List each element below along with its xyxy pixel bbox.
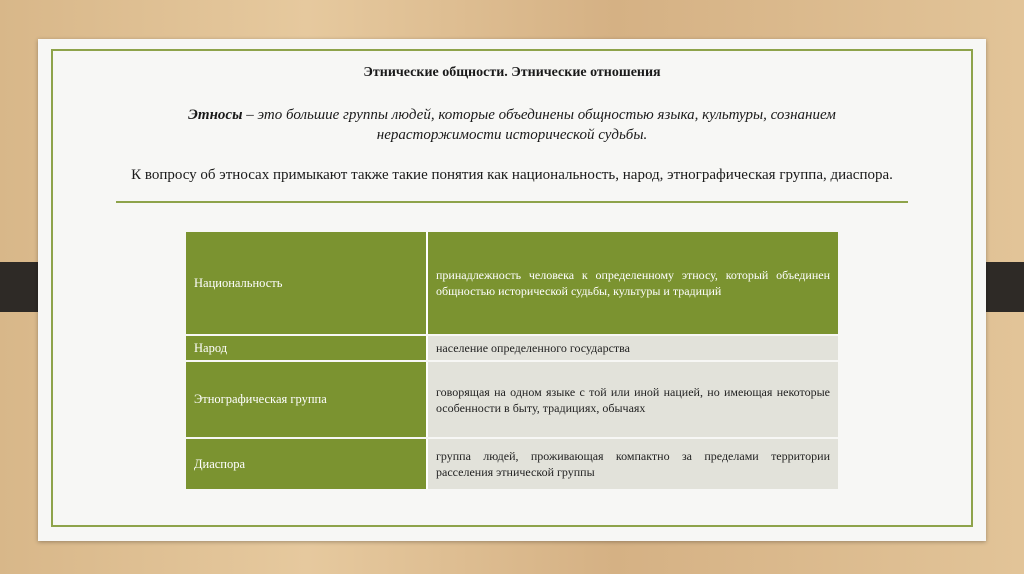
definition-cell: группа людей, проживающая компактно за пределами территории расселения этнической группы <box>428 439 838 489</box>
table-row <box>186 232 838 334</box>
term-cell: Национальность <box>186 232 428 334</box>
table-row <box>186 336 838 360</box>
concepts-table <box>186 230 838 491</box>
definition-cell: принадлежность человека к определенному этносу, который объединен общностью исторической судьбы, культуры и традиций <box>428 232 838 334</box>
divider <box>116 201 908 203</box>
term-cell: Диаспора <box>186 439 428 489</box>
table-row <box>186 439 838 489</box>
definition-cell: говорящая на одном языке с той или иной нацией, но имеющая некоторые особенности в быту, традициях, обычаях <box>428 362 838 437</box>
table-row <box>186 362 838 437</box>
definition-term: Этносы <box>188 107 243 123</box>
term-cell: Этнографическая группа <box>186 362 428 437</box>
definition <box>38 105 986 145</box>
definition-text: – это большие группы людей, которые объединены общностью языка, культуры, сознанием нерасторжимости исторической судьбы. <box>242 107 836 143</box>
intro-text: К вопросу об этносах примыкают также такие понятия как национальность, народ, этнографическая группа, диаспора. <box>131 167 893 183</box>
term-cell: Народ <box>186 336 428 360</box>
slide <box>38 39 986 541</box>
definition-cell: население определенного государства <box>428 336 838 360</box>
slide-title: Этнические общности. Этнические отношения <box>363 65 661 80</box>
